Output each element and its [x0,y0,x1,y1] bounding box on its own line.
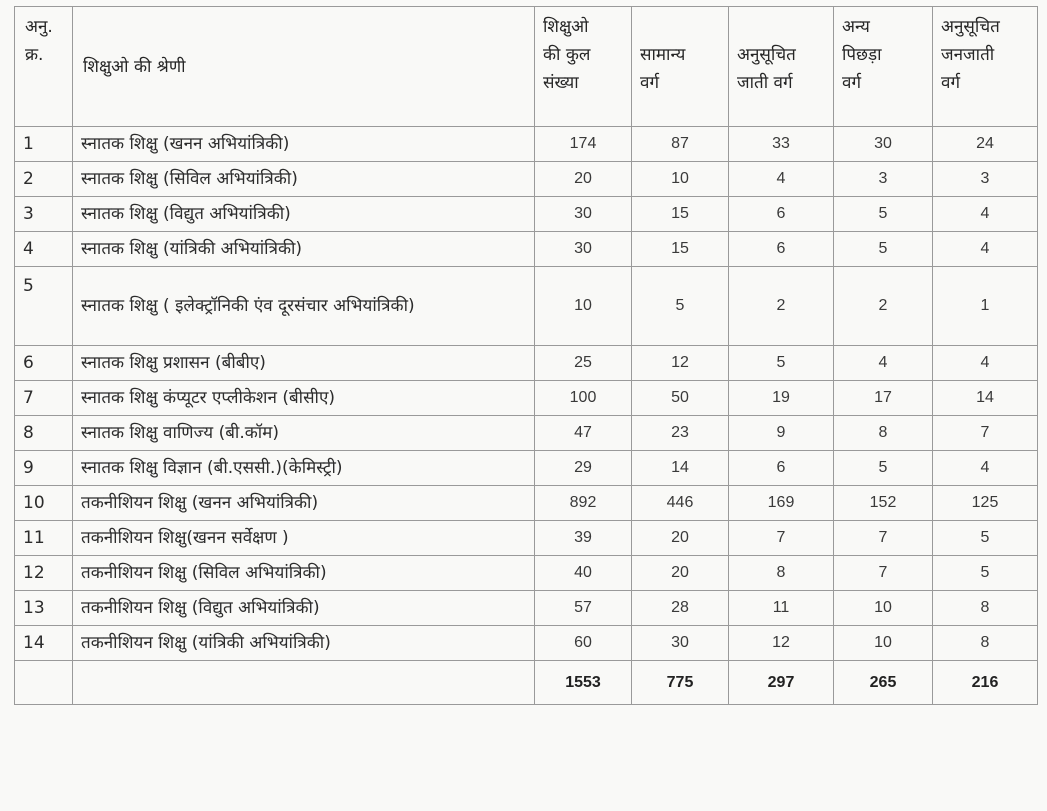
obc-count-cell: 10 [834,626,933,661]
table-row [15,346,1038,381]
st-count-cell: 8 [933,591,1038,626]
obc-count-cell: 7 [834,556,933,591]
st-count-cell: 125 [933,486,1038,521]
obc-count-cell: 7 [834,521,933,556]
totals-row [15,661,1038,705]
sc-total-cell: 297 [729,661,834,705]
obc-count-cell: 30 [834,127,933,162]
general-count-cell: 23 [632,416,729,451]
category-cell: स्नातक शिक्षु ( इलेक्ट्रॉनिकी एंव दूरसंचार अभियांत्रिकी) [73,267,535,346]
st-count-cell: 8 [933,626,1038,661]
serial-number-cell: 14 [15,626,73,661]
header-line: अन्य [842,17,870,37]
table-row [15,127,1038,162]
header-line: संख्या [543,73,579,93]
total-count-cell: 25 [535,346,632,381]
header-line: पिछड़ा [842,45,882,65]
sc-count-cell: 5 [729,346,834,381]
total-count-cell: 57 [535,591,632,626]
total-count-cell: 174 [535,127,632,162]
obc-count-cell: 5 [834,451,933,486]
category-cell: स्नातक शिक्षु विज्ञान (बी.एससी.)(केमिस्ट्री) [73,451,535,486]
category-cell: स्नातक शिक्षु (यांत्रिकी अभियांत्रिकी) [73,232,535,267]
obc-count-cell: 17 [834,381,933,416]
table-row [15,486,1038,521]
st-total-cell: 216 [933,661,1038,705]
general-count-cell: 12 [632,346,729,381]
general-total-cell: 775 [632,661,729,705]
table-body [15,127,1038,705]
category-cell: तकनीशियन शिक्षु (खनन अभियांत्रिकी) [73,486,535,521]
obc-count-cell: 152 [834,486,933,521]
category-cell: स्नातक शिक्षु प्रशासन (बीबीए) [73,346,535,381]
table-row [15,591,1038,626]
sc-count-cell: 11 [729,591,834,626]
category-header: शिक्षुओ की श्रेणी [73,7,535,127]
table-row [15,451,1038,486]
header-row [15,7,1038,127]
sc-count-cell: 9 [729,416,834,451]
serial-number-cell: 8 [15,416,73,451]
sc-count-cell: 2 [729,267,834,346]
total-count-cell: 47 [535,416,632,451]
total-count-cell: 39 [535,521,632,556]
table-row [15,232,1038,267]
table-row [15,267,1038,346]
header-line: जनजाती [941,45,995,65]
general-count-cell: 14 [632,451,729,486]
header-line: सामान्य [640,45,686,65]
sc-count-cell: 6 [729,197,834,232]
sc-category-header [729,7,834,127]
serial-number-cell: 11 [15,521,73,556]
header-line: वर्ग [842,73,862,93]
serial-number-header [15,7,73,127]
total-count-cell: 10 [535,267,632,346]
st-count-cell: 24 [933,127,1038,162]
general-count-cell: 10 [632,162,729,197]
general-count-cell: 20 [632,556,729,591]
category-cell: स्नातक शिक्षु (सिविल अभियांत्रिकी) [73,162,535,197]
sc-count-cell: 7 [729,521,834,556]
category-cell: तकनीशियन शिक्षु (यांत्रिकी अभियांत्रिकी) [73,626,535,661]
general-count-cell: 50 [632,381,729,416]
table-header [15,7,1038,127]
total-count-header [535,7,632,127]
obc-count-cell: 5 [834,232,933,267]
category-cell: तकनीशियन शिक्षु (विद्युत अभियांत्रिकी) [73,591,535,626]
category-cell: तकनीशियन शिक्षु(खनन सर्वेक्षण ) [73,521,535,556]
total-count-cell: 29 [535,451,632,486]
st-category-header [933,7,1038,127]
sc-count-cell: 33 [729,127,834,162]
grand-total-cell: 1553 [535,661,632,705]
table-row [15,381,1038,416]
serial-number-cell: 7 [15,381,73,416]
general-count-cell: 446 [632,486,729,521]
total-count-cell: 60 [535,626,632,661]
obc-count-cell: 4 [834,346,933,381]
st-count-cell: 1 [933,267,1038,346]
general-category-header [632,7,729,127]
general-count-cell: 15 [632,232,729,267]
header-line: अनुसूचित [941,17,1000,37]
sc-count-cell: 19 [729,381,834,416]
general-count-cell: 87 [632,127,729,162]
obc-count-cell: 10 [834,591,933,626]
header-line: जाती वर्ग [737,73,793,93]
total-count-cell: 100 [535,381,632,416]
table-row [15,197,1038,232]
header-line: अनुसूचित [737,45,796,65]
header-line: अनु. [25,17,53,37]
st-count-cell: 5 [933,556,1038,591]
apprentice-table [14,6,1038,705]
obc-count-cell: 8 [834,416,933,451]
st-count-cell: 5 [933,521,1038,556]
table-row [15,521,1038,556]
general-count-cell: 30 [632,626,729,661]
header-line: क्र. [25,45,44,65]
table-row [15,162,1038,197]
obc-category-header [834,7,933,127]
category-cell: स्नातक शिक्षु वाणिज्य (बी.कॉम) [73,416,535,451]
obc-total-cell: 265 [834,661,933,705]
general-count-cell: 15 [632,197,729,232]
category-cell: स्नातक शिक्षु कंप्यूटर एप्लीकेशन (बीसीए) [73,381,535,416]
sc-count-cell: 6 [729,451,834,486]
total-count-cell: 892 [535,486,632,521]
obc-count-cell: 5 [834,197,933,232]
general-count-cell: 28 [632,591,729,626]
table-row [15,626,1038,661]
serial-number-cell: 5 [15,267,73,346]
serial-number-cell: 10 [15,486,73,521]
sc-count-cell: 4 [729,162,834,197]
serial-number-cell: 4 [15,232,73,267]
serial-number-cell: 3 [15,197,73,232]
table-row [15,556,1038,591]
st-count-cell: 4 [933,232,1038,267]
empty-cell [73,661,535,705]
st-count-cell: 4 [933,197,1038,232]
serial-number-cell: 9 [15,451,73,486]
category-cell: स्नातक शिक्षु (विद्युत अभियांत्रिकी) [73,197,535,232]
table-row [15,416,1038,451]
general-count-cell: 5 [632,267,729,346]
obc-count-cell: 2 [834,267,933,346]
st-count-cell: 14 [933,381,1038,416]
st-count-cell: 4 [933,346,1038,381]
obc-count-cell: 3 [834,162,933,197]
header-line: की कुल [543,45,591,65]
sc-count-cell: 12 [729,626,834,661]
general-count-cell: 20 [632,521,729,556]
category-cell: तकनीशियन शिक्षु (सिविल अभियांत्रिकी) [73,556,535,591]
sc-count-cell: 8 [729,556,834,591]
total-count-cell: 30 [535,197,632,232]
serial-number-cell: 2 [15,162,73,197]
st-count-cell: 7 [933,416,1038,451]
st-count-cell: 4 [933,451,1038,486]
serial-number-cell: 1 [15,127,73,162]
sc-count-cell: 169 [729,486,834,521]
serial-number-cell: 13 [15,591,73,626]
category-cell: स्नातक शिक्षु (खनन अभियांत्रिकी) [73,127,535,162]
sc-count-cell: 6 [729,232,834,267]
serial-number-cell: 6 [15,346,73,381]
total-count-cell: 40 [535,556,632,591]
header-line: वर्ग [941,73,961,93]
st-count-cell: 3 [933,162,1038,197]
total-count-cell: 30 [535,232,632,267]
empty-cell [15,661,73,705]
total-count-cell: 20 [535,162,632,197]
header-line: वर्ग [640,73,660,93]
serial-number-cell: 12 [15,556,73,591]
header-line: शिक्षुओ [543,17,589,37]
